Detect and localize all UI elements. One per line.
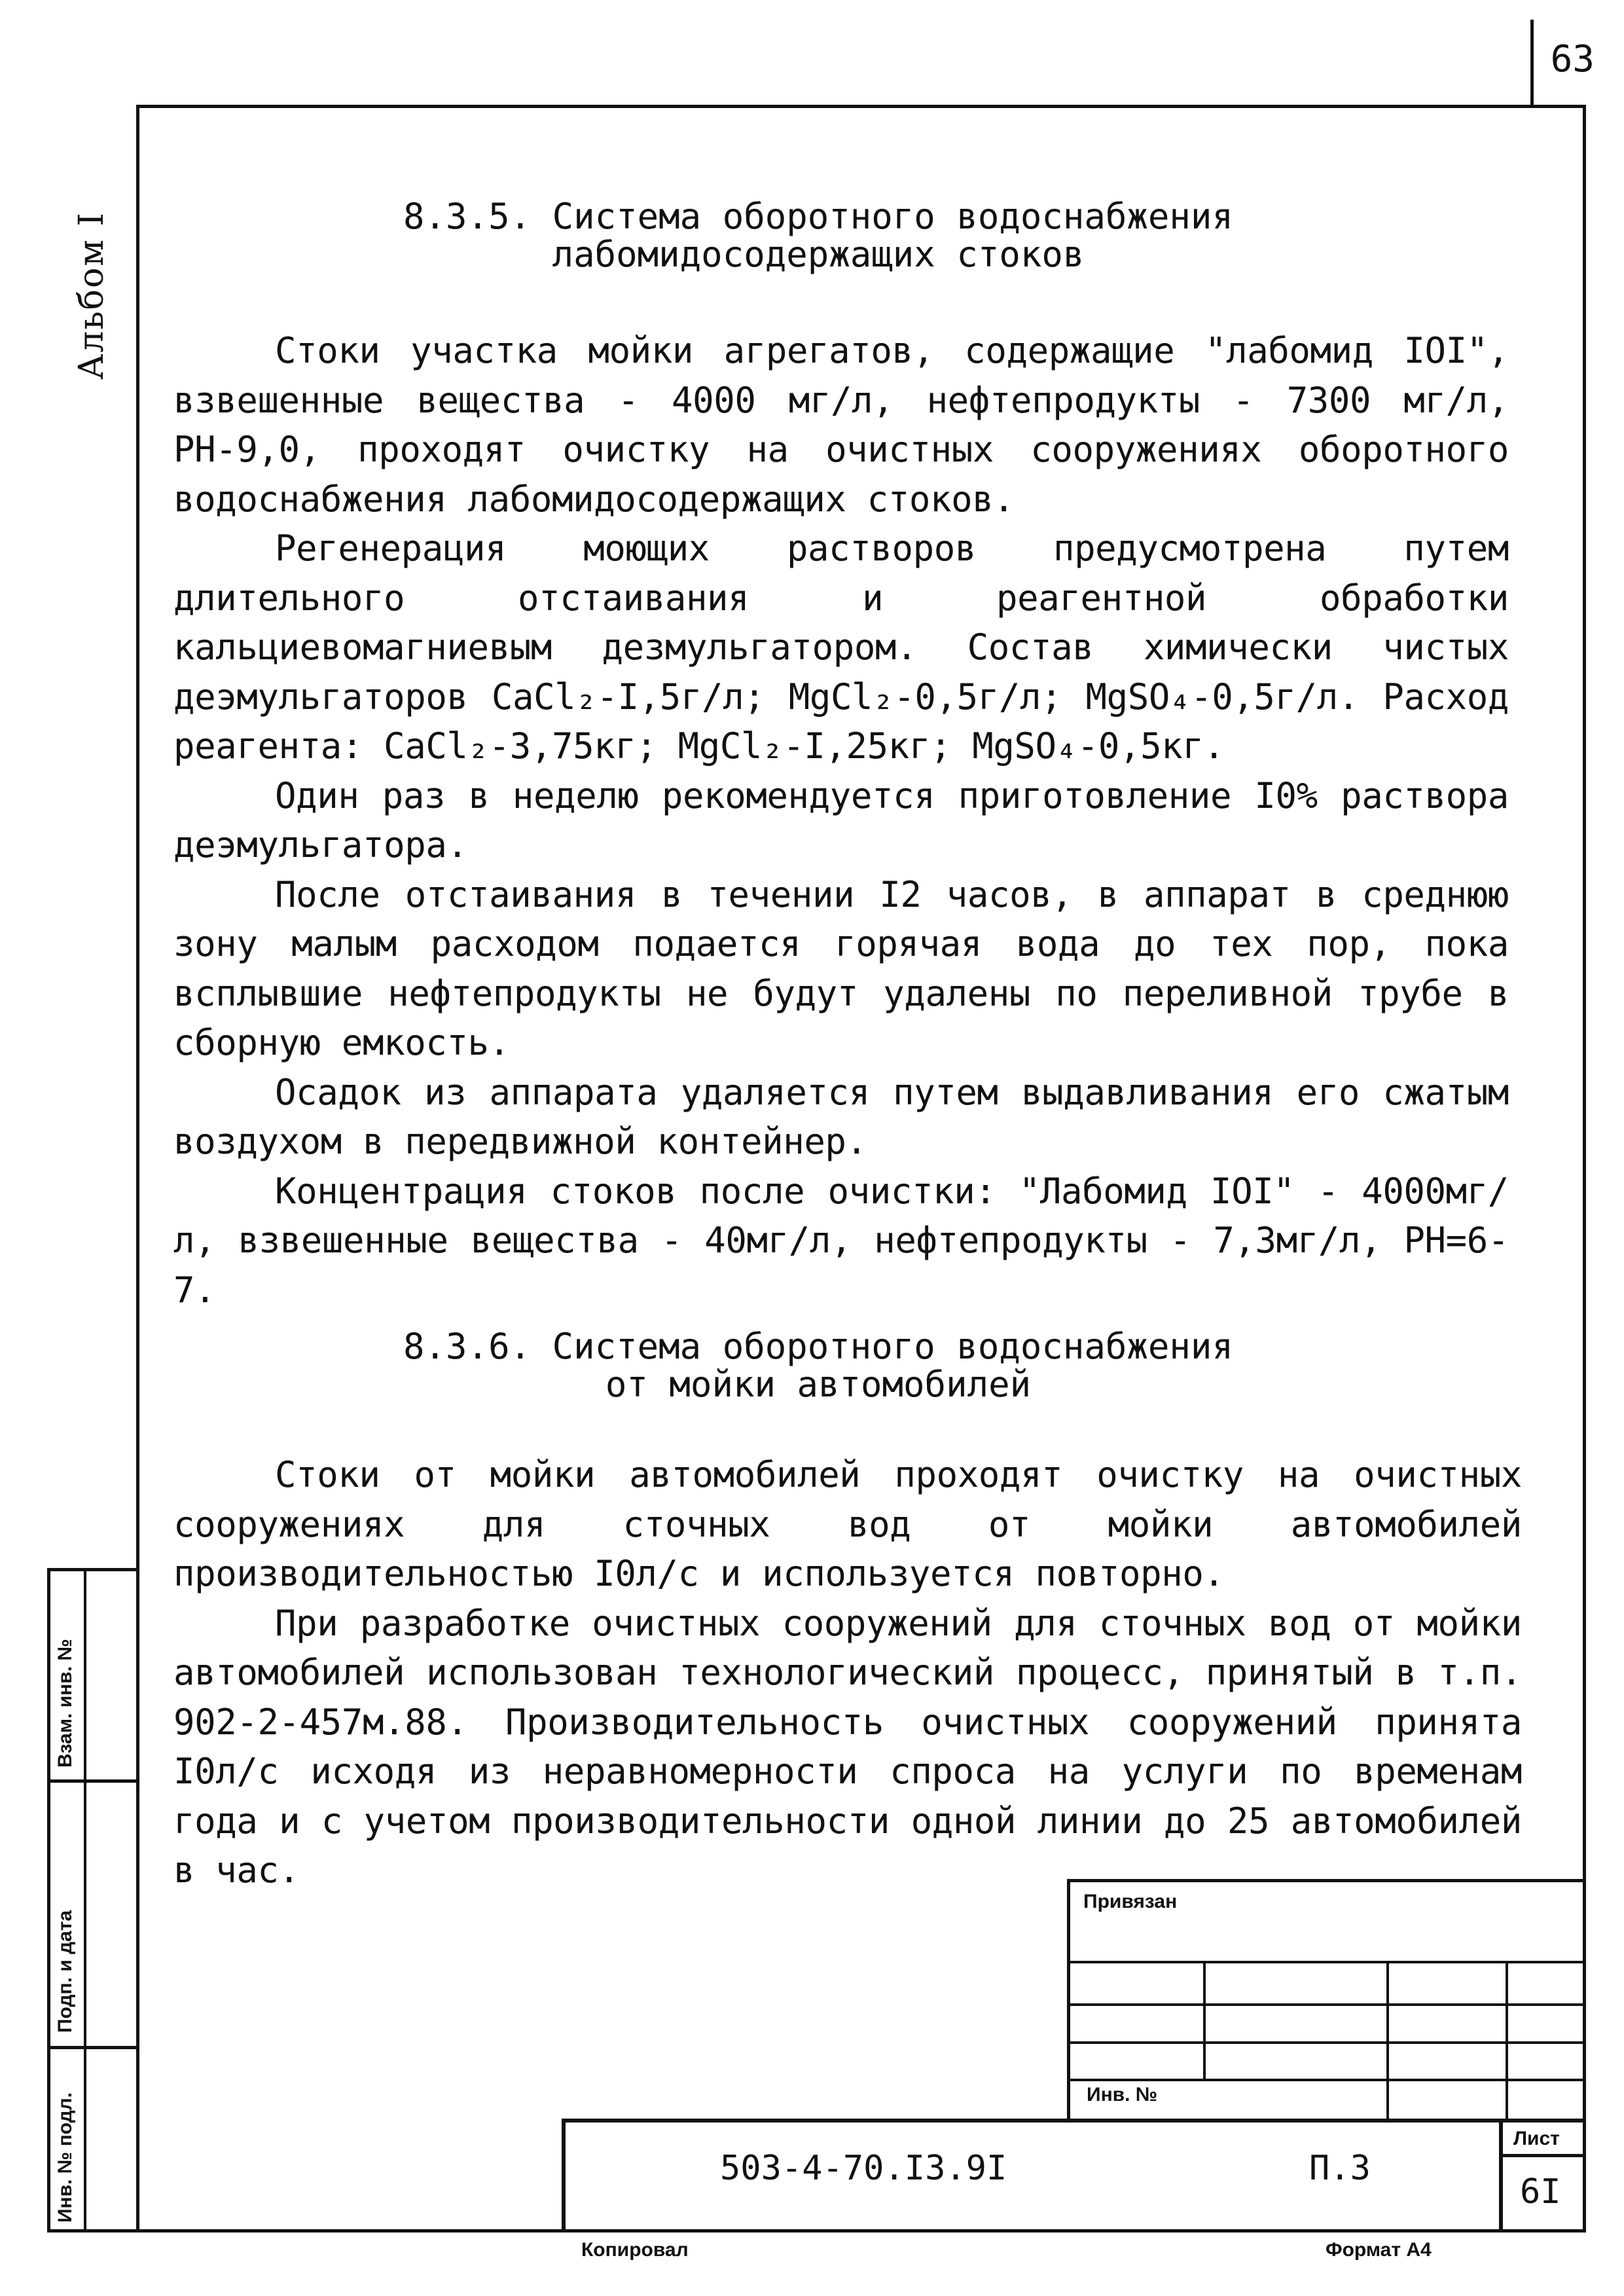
- tb-top: [1067, 1879, 1586, 1882]
- tb-col-1: [1203, 1961, 1206, 2080]
- side-stamp-bottom: [47, 2229, 136, 2232]
- paragraph: Осадок из аппарата удаляется путем выдавливания его сжатым воздухом в передвижной контейнер.: [173, 1071, 1509, 1162]
- tb-left: [1067, 1879, 1070, 2121]
- tb-main-left: [562, 2119, 566, 2230]
- sheet-label: Лист: [1513, 2128, 1560, 2149]
- frame-top: [136, 105, 1586, 108]
- paragraph: Концентрация стоков после очистки: "Лабомид IOI" - 4000мг/л, взвешенные вещества - 40мг/л, нефтепродукты - 7,3мг/л, РН=6-7.: [173, 1170, 1509, 1311]
- section-code: П.3: [1309, 2149, 1371, 2188]
- side-label-podp-data: Подп. и дата: [54, 1910, 76, 2033]
- doc-code: 503-4-70.I3.9I: [720, 2149, 1007, 2188]
- tb-sheet-row: [1499, 2154, 1586, 2157]
- page-number: 63: [1550, 38, 1595, 81]
- sheet-number: 6I: [1520, 2172, 1561, 2212]
- paragraph: После отстаивания в течении I2 часов, в аппарат в среднюю зону малым расходом подается горячая вода до тех пор, пока всплывшие нефтепродукты не будут удалены по переливной трубе в сборную емкость.: [173, 873, 1509, 1063]
- tb-row-1: [1067, 1961, 1586, 1963]
- tb-col-3: [1506, 1961, 1508, 2121]
- frame-bottom: [136, 2229, 1586, 2232]
- tb-row-4: [1067, 2079, 1586, 2081]
- paragraph: Стоки от мойки автомобилей проходят очистку на очистных сооружениях для сточных вод от мойки автомобилей производительностью I0л/с и используется повторно.: [173, 1454, 1522, 1594]
- side-label-inv-podl: Инв. № подл.: [54, 2092, 76, 2223]
- section-heading-836: 8.3.6. Система оборотного водоснабжения от мойки автомобилей: [403, 1326, 1233, 1405]
- copied-label: Копировал: [581, 2239, 689, 2261]
- side-stamp-left-border: [47, 1568, 50, 2229]
- tb-main-top: [562, 2119, 1586, 2123]
- frame-left: [136, 105, 139, 2232]
- side-stamp-inner: [84, 1568, 86, 2229]
- tb-sheet-divider: [1499, 2119, 1503, 2230]
- section-836-body: [173, 1450, 1522, 1895]
- format-label: Формат А4: [1326, 2239, 1432, 2261]
- side-label-vzam-inv: Взам. инв. №: [54, 1639, 76, 1768]
- tb-row-2: [1067, 2003, 1586, 2006]
- inv-no-label: Инв. №: [1087, 2084, 1158, 2105]
- paragraph: Один раз в неделю рекомендуется приготовление I0% раствора деэмульгатора.: [173, 774, 1509, 866]
- section-heading-835: 8.3.5. Система оборотного водоснабжения лабомидосодержащих стоков: [403, 196, 1233, 275]
- side-stamp-top: [47, 1568, 136, 1571]
- side-stamp-divider-1: [47, 1779, 136, 1783]
- tb-row-3: [1067, 2041, 1586, 2044]
- side-stamp-divider-2: [47, 2046, 136, 2049]
- paragraph: При разработке очистных сооружений для сточных вод от мойки автомобилей использован технологический процесс, принятый в т.п. 902-2-457м.88. Производительность очистных сооружений принята I0л/с исходя из неравномерности спроса на услуги по временам года и с учетом производительности одной линии до 25 автомобилей в час.: [173, 1602, 1522, 1891]
- frame-right: [1583, 105, 1586, 2232]
- album-label: Альбом I: [72, 211, 111, 380]
- tb-col-2: [1386, 1961, 1389, 2121]
- paragraph: Регенерация моющих растворов предусмотрена путем длительного отстаивания и реагентной обработки кальциевомагниевым дезмульгатором. Состав химически чистых деэмульгаторов CaCl₂-I,5г/л; MgCl₂-0,5г/л; MgSO₄-0,5г/л. Расход реагента: CaCl₂-3,75кг; MgCl₂-I,25кг; MgSO₄-0,5кг.: [173, 528, 1509, 767]
- privyazan-label: Привязан: [1083, 1891, 1178, 1912]
- section-835-body: [173, 326, 1509, 1315]
- paragraph: Стоки участка мойки агрегатов, содержащие "лабомид IOI", взвешенные вещества - 4000 мг/л, нефтепродукты - 7300 мг/л, РН-9,0, проходят очистку на очистных сооружениях оборотного водоснабжения лабомидосодержащих стоков.: [173, 330, 1509, 520]
- page-number-divider: [1530, 20, 1534, 105]
